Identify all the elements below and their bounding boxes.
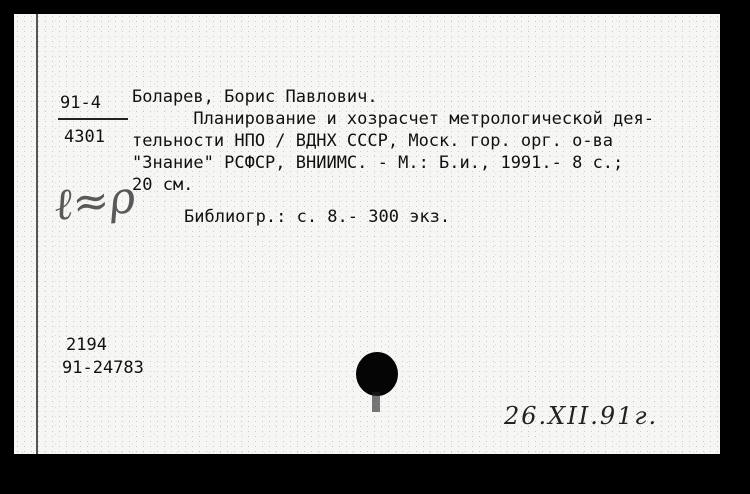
entry-line-title: Планирование и хозрасчет метрологической дея- [132,109,654,129]
shelfmark-bottom: 4301 [64,127,105,147]
entry-line-size: 20 см. [132,175,194,195]
shelfmark-top: 91-4 [60,93,101,113]
accession-number-1: 2194 [66,335,107,355]
handwritten-initials-mark: ℓ≈ρ [51,171,138,232]
entry-line-author: Боларев, Борис Павлович. [132,87,378,107]
punch-hole [356,352,398,396]
catalog-card [14,14,720,454]
entry-line-responsibility: тельности НПО / ВДНХ СССР, Моск. гор. орг. о-ва [132,131,614,151]
shelfmark-divider [58,118,128,120]
handwritten-date: 26.XII.91г. [504,402,659,430]
bibliographic-entry [132,86,692,196]
accession-number-2: 91-24783 [62,358,144,378]
entry-line-imprint: "Знание" РСФСР, ВНИИМС. - М.: Б.и., 1991.- 8 с.; [132,153,624,173]
margin-line [36,14,38,454]
punch-hole-mark [372,392,380,412]
bibliography-note: Библиогр.: с. 8.- 300 экз. [184,207,451,227]
